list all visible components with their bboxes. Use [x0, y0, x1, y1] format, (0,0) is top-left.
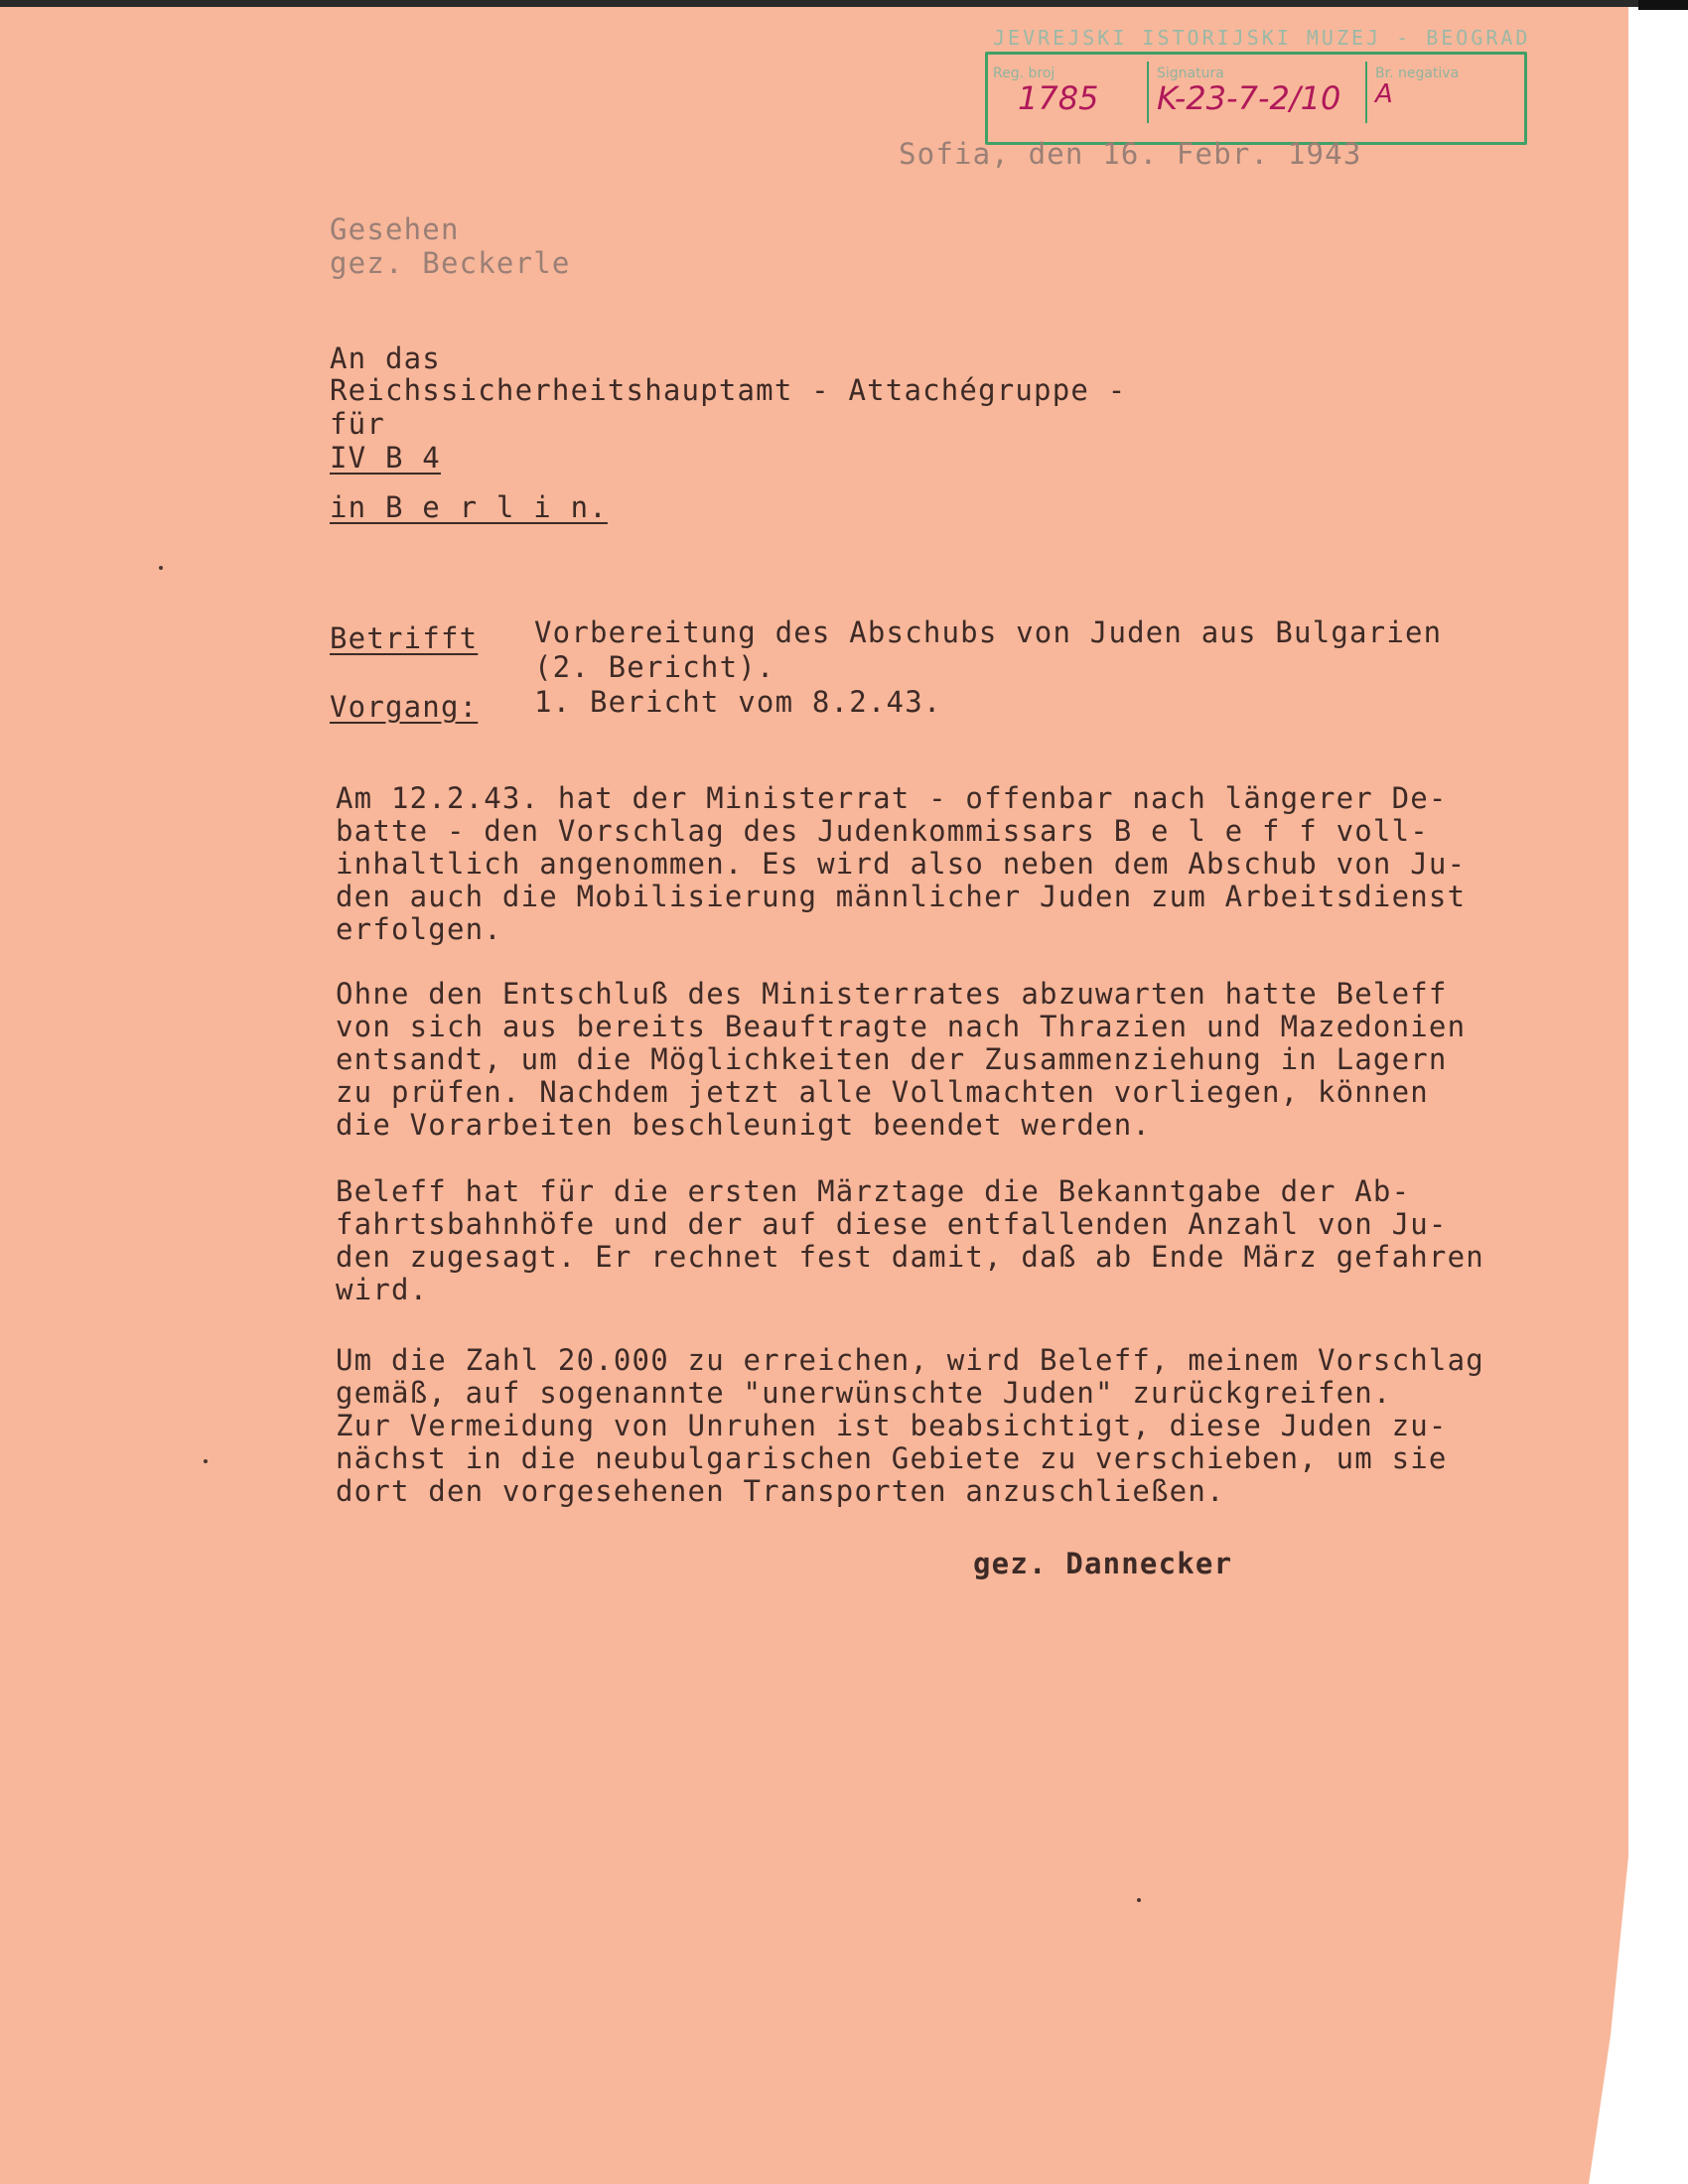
- place-date: Sofia, den 16. Febr. 1943: [899, 137, 1362, 171]
- paragraph-line: gemäß, auf sogenannte "unerwünschte Juden" zurückgreifen.: [336, 1376, 1392, 1410]
- scan-corner: [1638, 0, 1688, 10]
- seen-label: Gesehen: [330, 212, 460, 246]
- paragraph-line: entsandt, um die Möglichkeiten der Zusammenziehung in Lagern: [336, 1042, 1448, 1076]
- address-line-4: IV B 4: [330, 441, 441, 475]
- seen-signature: gez. Beckerle: [330, 246, 571, 280]
- paragraph-line: fahrtsbahnhöfe und der auf diese entfallenden Anzahl von Ju-: [336, 1207, 1448, 1241]
- reference-text: 1. Bericht vom 8.2.43.: [534, 685, 942, 719]
- subject-text-2: (2. Bericht).: [534, 650, 775, 684]
- paragraph-line: dort den vorgesehenen Transporten anzuschließen.: [336, 1474, 1225, 1508]
- stamp-label-signature: Signatura: [1157, 66, 1224, 81]
- paragraph-line: den auch die Mobilisierung männlicher Juden zum Arbeitsdienst: [336, 880, 1467, 913]
- paragraph-line: Ohne den Entschluß des Ministerrates abzuwarten hatte Beleff: [336, 977, 1448, 1011]
- paragraph-line: die Vorarbeiten beschleunigt beendet werden.: [336, 1108, 1152, 1142]
- address-line-2: Reichssicherheitshauptamt - Attachégruppe -: [330, 373, 1127, 407]
- paragraph-line: Beleff hat für die ersten Märztage die Bekanntgabe der Ab-: [336, 1174, 1411, 1208]
- paragraph-line: erfolgen.: [336, 912, 502, 946]
- paragraph-line: Um die Zahl 20.000 zu erreichen, wird Beleff, meinem Vorschlag: [336, 1343, 1484, 1377]
- paragraph-line: inhaltlich angenommen. Es wird also neben dem Abschub von Ju-: [336, 847, 1467, 881]
- paper-speck: [204, 1459, 208, 1463]
- paragraph-line: Am 12.2.43. hat der Ministerrat - offenbar nach längerer De-: [336, 781, 1448, 815]
- stamp-header: JEVREJSKI ISTORIJSKI MUZEJ - BEOGRAD: [993, 26, 1531, 50]
- paragraph-4: [336, 1344, 1607, 1508]
- paragraph-line: nächst in die neubulgarischen Gebiete zu verschieben, um sie: [336, 1441, 1448, 1475]
- paragraph-line: wird.: [336, 1273, 429, 1306]
- reference-label: Vorgang:: [330, 690, 479, 724]
- subject-label: Betrifft: [330, 621, 479, 655]
- paper-speck: [159, 566, 163, 570]
- paragraph-line: batte - den Vorschlag des Judenkommissars B e l e f f voll-: [336, 814, 1429, 848]
- paragraph-line: zu prüfen. Nachdem jetzt alle Vollmachten vorliegen, können: [336, 1075, 1429, 1109]
- address-line-5: in B e r l i n.: [330, 490, 608, 524]
- paragraph-1: [336, 782, 1607, 946]
- address-line-3: für: [330, 407, 385, 441]
- address-line-1: An das: [330, 341, 441, 375]
- stamp-label-reg: Reg. broj: [993, 66, 1055, 81]
- stamp-signature: K-23-7-2/10: [1157, 79, 1341, 117]
- subject-text: Vorbereitung des Abschubs von Juden aus Bulgarien: [534, 615, 1443, 649]
- paragraph-2: [336, 978, 1607, 1142]
- scan-edge: [0, 0, 1688, 7]
- stamp-divider: [1147, 62, 1149, 123]
- stamp-label-negative: Br. negativa: [1375, 66, 1460, 81]
- stamp-reg-number: 1785: [1018, 79, 1099, 117]
- paper-speck: [1137, 1898, 1141, 1902]
- paragraph-line: von sich aus bereits Beauftragte nach Thrazien und Mazedonien: [336, 1010, 1467, 1043]
- closing-signature: gez. Dannecker: [973, 1547, 1233, 1580]
- stamp-divider: [1365, 62, 1367, 123]
- stamp-negative: A: [1375, 79, 1393, 109]
- paragraph-3: [336, 1175, 1607, 1306]
- paragraph-line: Zur Vermeidung von Unruhen ist beabsichtigt, diese Juden zu-: [336, 1409, 1448, 1442]
- paragraph-line: den zugesagt. Er rechnet fest damit, daß ab Ende März gefahren: [336, 1240, 1484, 1274]
